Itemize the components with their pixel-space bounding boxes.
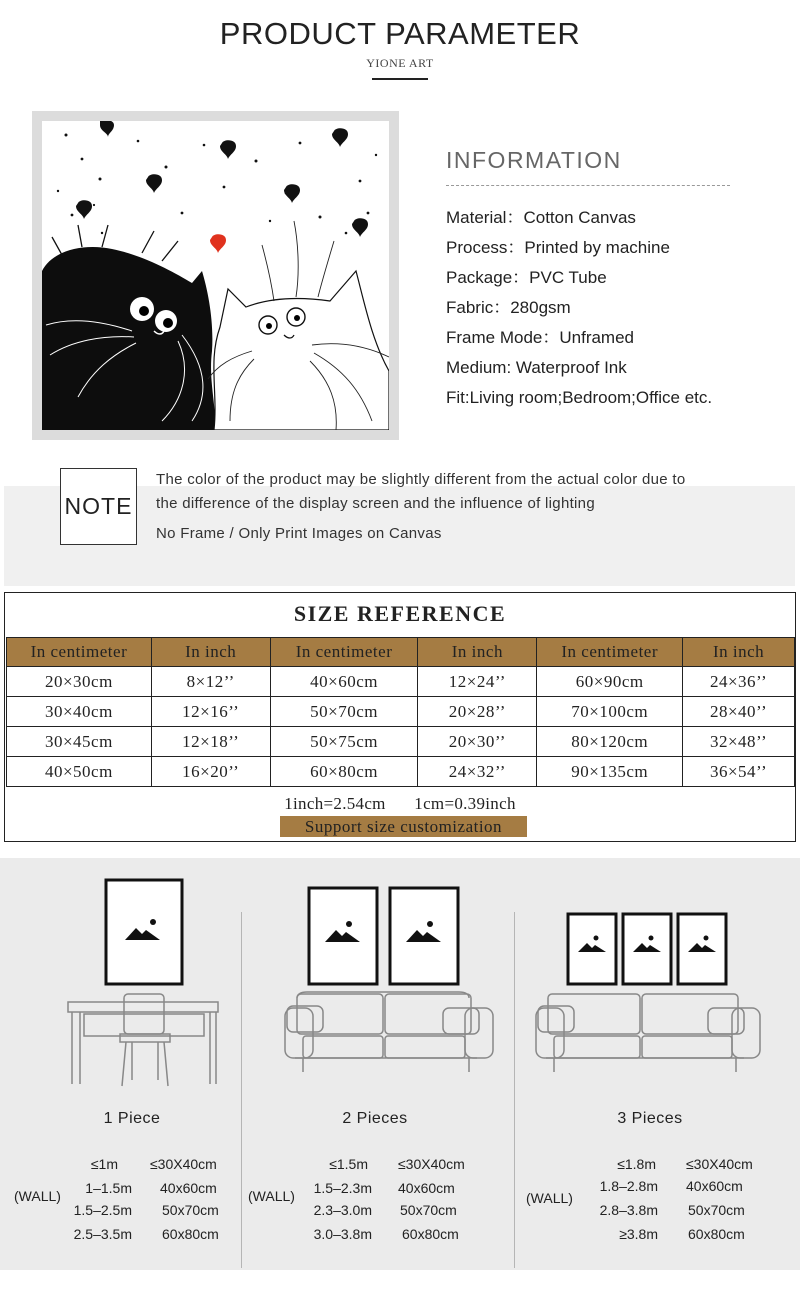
table-cell: 24×32’’ bbox=[418, 757, 537, 787]
brand-subtitle: YIONE ART bbox=[366, 56, 434, 70]
col-header-inch: In inch bbox=[151, 638, 270, 667]
wall-range: ≥3.8m bbox=[619, 1226, 658, 1242]
table-cell: 70×100cm bbox=[537, 697, 683, 727]
wall-range: ≤1m bbox=[90, 1156, 118, 1172]
page-title: PRODUCT PARAMETER bbox=[219, 16, 581, 51]
painting-size: 40x60cm bbox=[686, 1178, 743, 1194]
info-fabric: Fabric：280gsm bbox=[446, 298, 571, 317]
table-cell: 40×50cm bbox=[7, 757, 152, 787]
table-cell: 20×30cm bbox=[7, 667, 152, 697]
size-reference-title: SIZE REFERENCE bbox=[293, 601, 507, 626]
painting-size: 40x60cm bbox=[398, 1180, 455, 1196]
wall-range: ≤1.8m bbox=[617, 1156, 656, 1172]
table-cell: 32×48’’ bbox=[683, 727, 795, 757]
size-table-header-row bbox=[7, 638, 795, 667]
table-cell: 12×24’’ bbox=[418, 667, 537, 697]
information-divider bbox=[446, 185, 730, 186]
table-cell: 40×60cm bbox=[270, 667, 418, 697]
wall-range: 2.3–3.0m bbox=[313, 1202, 372, 1218]
pieces-label-3: 3 Pieces bbox=[617, 1110, 683, 1127]
customization-badge: Support size customization bbox=[280, 816, 527, 837]
scene-1-piece bbox=[12, 858, 272, 1270]
wall-range: 1.8–2.8m bbox=[599, 1178, 658, 1194]
product-photo bbox=[42, 121, 389, 430]
wall-range: 1.5–2.5m bbox=[73, 1202, 132, 1218]
col-header-inch: In inch bbox=[683, 638, 795, 667]
title-underline bbox=[372, 78, 428, 80]
col-header-centimeter: In centimeter bbox=[7, 638, 152, 667]
table-cell: 20×30’’ bbox=[418, 727, 537, 757]
wall-range: 2.8–3.8m bbox=[599, 1202, 658, 1218]
wall-range: ≤1.5m bbox=[329, 1156, 368, 1172]
table-cell: 28×40’’ bbox=[683, 697, 795, 727]
note-line-3: No Frame / Only Print Images on Canvas bbox=[156, 525, 442, 542]
wall-label: (WALL) bbox=[14, 1188, 61, 1204]
size-table bbox=[6, 637, 795, 787]
size-reference-box bbox=[4, 592, 796, 842]
table-cell: 12×16’’ bbox=[151, 697, 270, 727]
info-fit: Fit:Living room;Bedroom;Office etc. bbox=[446, 388, 713, 407]
painting-size: 60x80cm bbox=[162, 1226, 219, 1242]
wall-label: (WALL) bbox=[526, 1190, 573, 1206]
sofa-illustration bbox=[528, 858, 768, 1098]
conversion-cm: 1cm=0.39inch bbox=[414, 794, 516, 813]
note-label: NOTE bbox=[60, 468, 137, 545]
table-cell: 8×12’’ bbox=[151, 667, 270, 697]
painting-size: ≤30X40cm bbox=[398, 1156, 465, 1172]
table-row bbox=[7, 697, 795, 727]
painting-size: 50x70cm bbox=[162, 1202, 219, 1218]
unit-conversion bbox=[5, 794, 795, 814]
wall-size-guide bbox=[0, 858, 800, 1270]
col-header-centimeter: In centimeter bbox=[270, 638, 418, 667]
table-cell: 30×40cm bbox=[7, 697, 152, 727]
painting-size: ≤30X40cm bbox=[686, 1156, 753, 1172]
info-process: Process：Printed by machine bbox=[446, 238, 670, 257]
note-line-2: the difference of the display screen and the influence of lighting bbox=[156, 495, 595, 512]
conversion-inch: 1inch=2.54cm bbox=[284, 794, 386, 813]
table-cell: 36×54’’ bbox=[683, 757, 795, 787]
table-cell: 24×36’’ bbox=[683, 667, 795, 697]
table-cell: 60×90cm bbox=[537, 667, 683, 697]
wall-range: 2.5–3.5m bbox=[73, 1226, 132, 1242]
table-cell: 12×18’’ bbox=[151, 727, 270, 757]
info-medium: Medium: Waterproof Ink bbox=[446, 358, 627, 377]
painting-size: 40x60cm bbox=[160, 1180, 217, 1196]
note-line-1: The color of the product may be slightly different from the actual color due to bbox=[156, 471, 686, 488]
desk-illustration bbox=[12, 858, 242, 1098]
information-list bbox=[446, 207, 712, 417]
painting-size: 60x80cm bbox=[402, 1226, 459, 1242]
painting-size: 60x80cm bbox=[688, 1226, 745, 1242]
sofa-illustration bbox=[263, 858, 503, 1098]
table-cell: 80×120cm bbox=[537, 727, 683, 757]
pieces-label-1: 1 Piece bbox=[103, 1110, 161, 1127]
information-heading: INFORMATION bbox=[446, 147, 622, 173]
wall-label: (WALL) bbox=[248, 1188, 295, 1204]
table-cell: 30×45cm bbox=[7, 727, 152, 757]
table-cell: 60×80cm bbox=[270, 757, 418, 787]
scene-3-pieces bbox=[528, 858, 788, 1270]
table-cell: 50×70cm bbox=[270, 697, 418, 727]
info-frame-mode: Frame Mode：Unframed bbox=[446, 328, 635, 347]
wall-range: 1.5–2.3m bbox=[313, 1180, 372, 1196]
table-cell: 90×135cm bbox=[537, 757, 683, 787]
product-photo-frame bbox=[32, 111, 399, 440]
table-row bbox=[7, 757, 795, 787]
info-package: Package：PVC Tube bbox=[446, 268, 607, 287]
col-header-centimeter: In centimeter bbox=[537, 638, 683, 667]
table-cell: 20×28’’ bbox=[418, 697, 537, 727]
wall-range: 3.0–3.8m bbox=[313, 1226, 372, 1242]
painting-size: ≤30X40cm bbox=[150, 1156, 217, 1172]
pieces-label-2: 2 Pieces bbox=[342, 1110, 408, 1127]
table-row bbox=[7, 667, 795, 697]
painting-size: 50x70cm bbox=[400, 1202, 457, 1218]
cats-illustration bbox=[42, 121, 389, 430]
wall-range: 1–1.5m bbox=[85, 1180, 132, 1196]
painting-size: 50x70cm bbox=[688, 1202, 745, 1218]
info-material: Material：Cotton Canvas bbox=[446, 208, 636, 227]
col-header-inch: In inch bbox=[418, 638, 537, 667]
table-row bbox=[7, 727, 795, 757]
table-cell: 16×20’’ bbox=[151, 757, 270, 787]
table-cell: 50×75cm bbox=[270, 727, 418, 757]
